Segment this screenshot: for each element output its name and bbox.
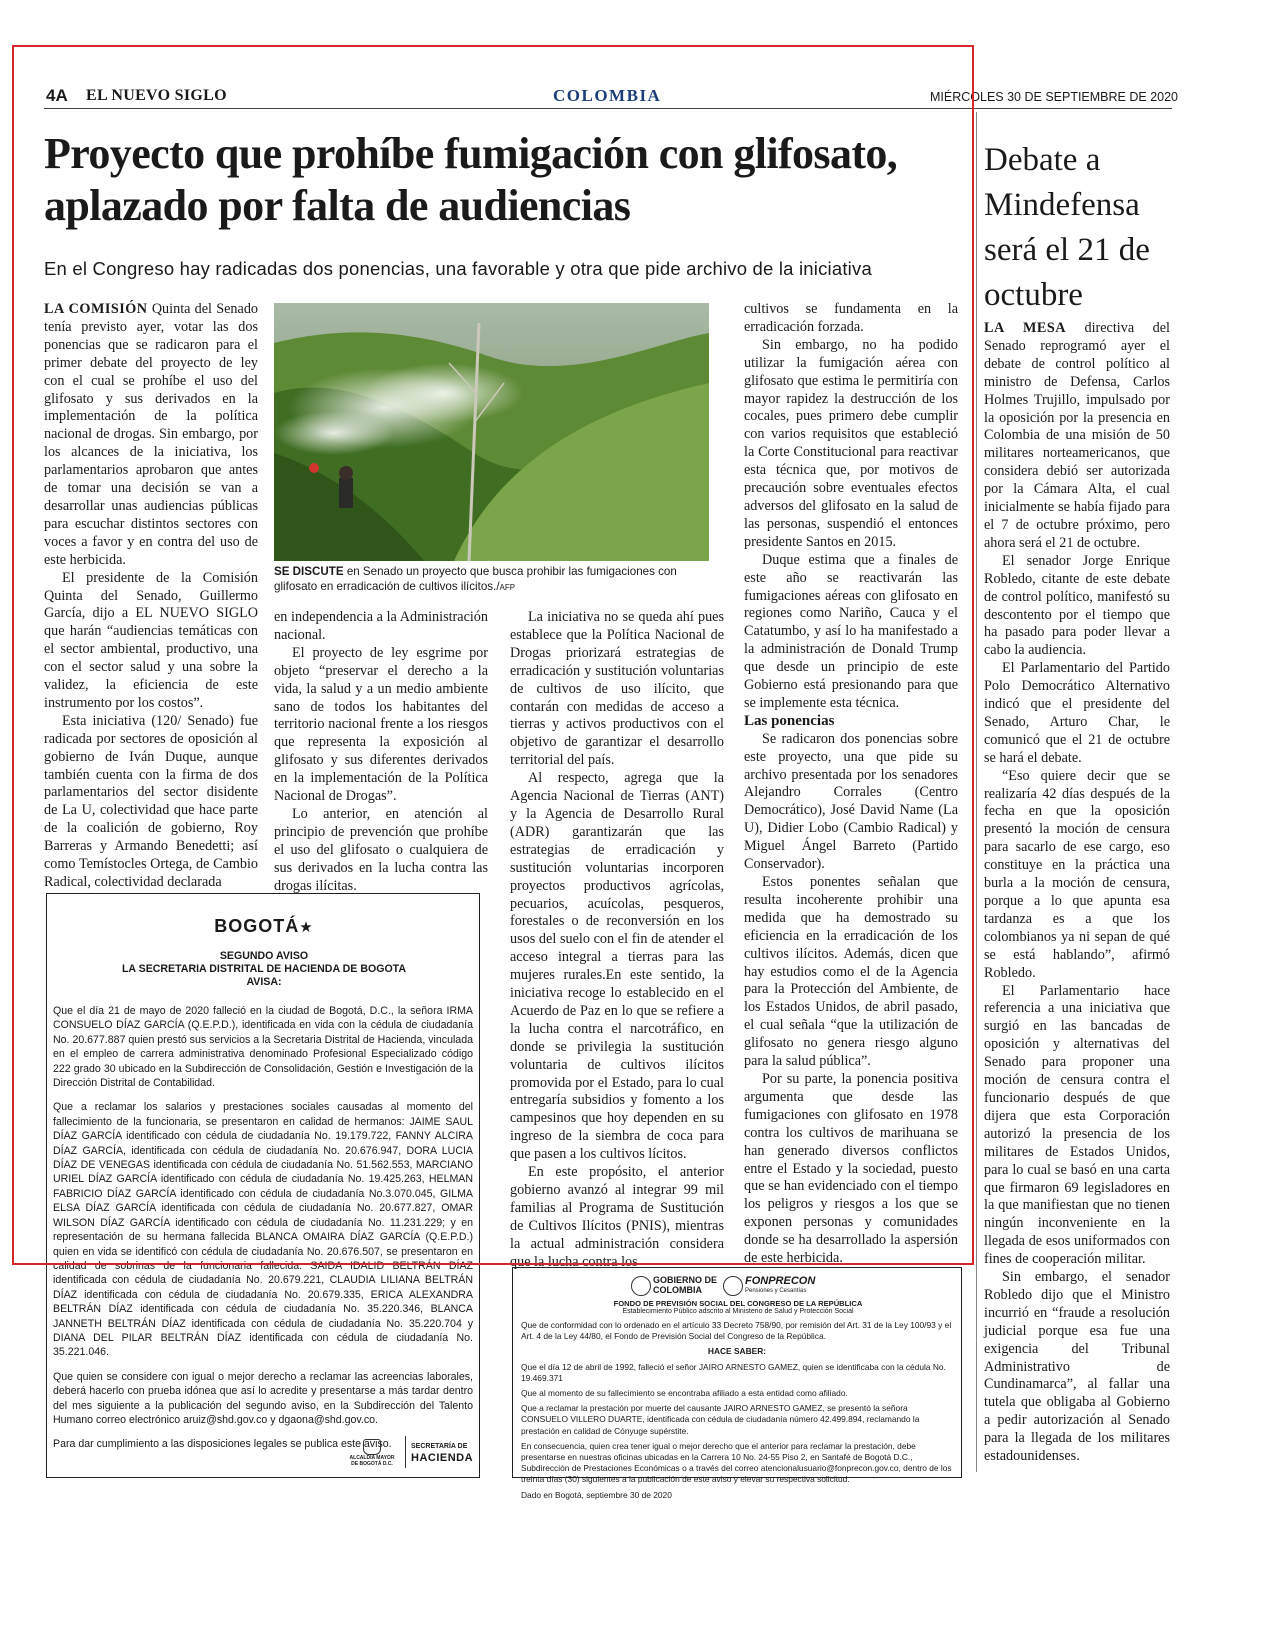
fonprecon-paragraph: Que a reclamar la prestación por muerte del causante JAIRO ARNESTO GAMEZ, se presentó la señora CONSUELO VILLERO DUARTE, identificada con cédula de ciudadanía número 42.499.894, reclamando la prestación en calidad de Cónyuge supérstite. [521, 1403, 920, 1436]
notice-paragraph: Para dar cumplimiento a las disposiciones legales se publica este aviso. [53, 1438, 392, 1451]
notice-paragraph: Que quien se considere con igual o mejor derecho a reclamar las acreencias laborales, deberá hacerlo con prueba idónea que así lo acredite y presentarse a más tardar dentro del mes siguiente a la publicación del segundo aviso, en la Subdirección del Talento Humano correo electrónico aruiz@shd.gov.co y dgaona@shd.gov.co. [53, 1370, 473, 1426]
emblem-icon [723, 1276, 743, 1296]
side-paragraph: El senador Jorge Enrique Robledo, citante de este debate de control político, manifestó su descontento por el tiempo que ha pasado para poder llevar a cabo la audiencia. [984, 552, 1170, 659]
article-paragraph: La iniciativa no se queda ahí pues establece que la Política Nacional de Drogas priorizará estrategias de erradicación y sustitución voluntarias de cultivos de uso ilícito, que contarán con medidas de acceso a tierras y activos productivos con el objetivo de garantizar el desarrollo territorial del país. [510, 609, 724, 769]
section-name: COLOMBIA [553, 86, 662, 105]
fumigation-photo [274, 303, 709, 561]
fonprecon-paragraph: En consecuencia, quien crea tener igual o mejor derecho que el anterior para reclamar la prestación, debe presentarse en nuestras oficinas ubicadas en la Carrera 10 No. 24-55 Piso 2, en Santafé de Bogotá D.C., Subdirección de Prestaciones Económicas o a través del correo atencionalusuario@fonprecon.gov.co, dentro de los treinta días (30) siguientes a la publicación de este aviso y elevar su respectiva solicitud. [521, 1440, 952, 1485]
fonprecon-paragraph: Que el día 12 de abril de 1992, falleció el señor JAIRO ARNESTO GAMEZ, quien se identificaba con la cédula No. 19.469.371 [521, 1361, 946, 1383]
notice-title-3: AVISA: [246, 976, 282, 988]
article-paragraph: Esta iniciativa (120/ Senado) fue radicada por sectores de oposición al gobierno de Iván Duque, aunque también cuenta con la firma de dos parlamentarios del sector disidente de La U, colectividad que hace parte de la coalición de gobierno, Roy Barreras y Armando Benedetti; así como Temístocles Ortega, de Cambio Radical, colectividad declarada [44, 712, 258, 890]
side-paragraph: “Eso quiere decir que se realizaría 42 días después de la fecha en que la oposición presentó la moción de censura para sacarlo de ese cargo, eso constituye en la práctica una burla a la moción de censura, porque a lo que apunta esa tardanza es a que los colombianos ya ni sepan de qué se está hablando”, afirmó Robledo. [984, 767, 1170, 981]
alcaldia-label: ALCALDÍA MAYOR DE BOGOTÁ D.C. [349, 1455, 395, 1467]
article-lead-word: LA COMISIÓN [44, 301, 148, 317]
colombia-shield-icon [631, 1276, 651, 1296]
side-lead-word: LA MESA [984, 320, 1066, 336]
footer-divider [405, 1436, 406, 1468]
article-paragraph: en independencia a la Administración nacional. [274, 609, 488, 643]
photo-caption-text: en Senado un proyecto que busca prohibir las fumigaciones con glifosato en erradicación de cultivos ilícitos./ [274, 565, 677, 593]
fonprecon-subtitle: Establecimiento Público adscrito al Ministerio de Salud y Protección Social [622, 1308, 854, 1315]
side-headline: Debate a Mindefensa será el 21 de octubre [984, 142, 1150, 313]
article-column-4 [744, 301, 958, 1268]
page-number: 4A [46, 86, 68, 105]
side-paragraph: Sin embargo, el senador Robledo dijo que el Ministro incurrió en “fraude a resolución judicial porque esa fue una exigencia del Tribunal Administrativo de Cundinamarca”, al fallar una tutela que obligaba al Gobierno a pedir autorización al Senado para la llegada de los militares estadounidenses. [984, 1269, 1170, 1465]
article-paragraph: Al respecto, agrega que la Agencia Nacional de Tierras (ANT) y la Agencia de Desarrollo Rural (ADR) garantizarán que las estrategias de erradicación y sustitución voluntarias incorporen proyectos productivos agrícolas, pecuarios, acuícolas, pesqueros, forestales o de reconversión en los usos del suelo con el fin de atender el acceso integral a tierras para las mujeres rurales.En este sentido, la iniciativa recoge lo establecido en el Acuerdo de Paz en lo que se refiere a la lucha contra el narcotráfico, en donde se privilegia la sustitución voluntaria de cultivos ilícitos promovida por el Estado, para lo cual entregaría subsidios y fomento a los campesinos que hoy dependen en su ingreso de la siembra de coca para que pasen a los cultivos lícitos. [510, 770, 724, 1163]
article-paragraph: Se radicaron dos ponencias sobre este proyecto, una que pide su archivo presentada por los senadores Alejandro Corrales (Centro Democrático), José David Name (La U), Didier Lobo (Cambio Radical) y Miguel Ángel Barreto (Partido Conservador). [744, 730, 958, 873]
coat-of-arms-icon [363, 1439, 381, 1455]
bogota-logo-text: BOGOTÁ [214, 916, 300, 936]
fonprecon-paragraph: Que de conformidad con lo ordenado en el artículo 33 Decreto 758/90, por remisión del Art. 31 de la Ley 100/93 y el Art. 4 de la Ley 44/80, el Fondo de Previsión Social del Congreso de la República. [521, 1320, 952, 1342]
header-rule [44, 108, 1172, 109]
article-paragraph: Por su parte, la ponencia positiva argumenta que desde las fumigaciones con glifosato en 1978 contra los cultivos de marihuana se han generado diversos conflictos entre el Estado y la sociedad, puesto que se han evidenciado con el tiempo los peligros y riesgos a los que se exponen personas y comunidades donde se ha desarrollado la aspersión de este herbicida. [744, 1070, 958, 1267]
photo-caption-lead: SE DISCUTE [274, 565, 344, 578]
main-headline: Proyecto que prohíbe fumigación con glifosato, aplazado por falta de audiencias [44, 129, 898, 230]
side-paragraph: El Parlamentario hace referencia a una iniciativa que surgió en las bancadas de oposición y alternativas del Senado para proponer una moción de censura contra el funcionario después de que dijera que esta Corporación autorizó la presencia de los militares de Estados Unidos, para lo cual se basó en una carta que firmaron 69 legisladores en la que manifiestan que no tienen ningún inconveniente en la llegada de esos uniformados con fines de cooperación militar. [984, 982, 1170, 1268]
notice-title-2: LA SECRETARIA DISTRITAL DE HACIENDA DE BOGOTA [121, 963, 407, 975]
fonprecon-body [521, 1320, 953, 1505]
article-paragraph: El presidente de la Comisión Quinta del Senado, Guillermo García, dijo a EL NUEVO SIGLO que harán “audiencias temáticas con el sector ambiental, productivo, una con el sector salud y una sobre la validez, la eficiencia de este instrumento por los costos”. [44, 569, 258, 711]
fonprecon-paragraph: Dado en Bogotá, septiembre 30 de 2020 [521, 1489, 672, 1500]
fonprecon-title: FONDO DE PREVISIÓN SOCIAL DEL CONGRESO DE LA REPÚBLICA [613, 1299, 863, 1308]
hacienda-label: HACIENDA [411, 1452, 474, 1464]
notice-paragraph: Que a reclamar los salarios y prestaciones sociales causadas al momento del fallecimiento de la funcionaria, se presentaron en calidad de hermanos: JAIME SAUL DÍAZ GARCÍA identificado con cédula de ciudadanía No. 19.179.722, FANNY ALCIRA DÍAZ GARCÍA, identificada con cédula de ciudadanía No. 20.676.947, DORA LUCIA DÍAZ DE VENEGAS identificada con cédula de ciudadanía No. 51.562.553, MARCIANO URIEL DÍAZ GARCÍA identificado con cédula de ciudadanía No. 19.425.263, HELMAN FABRICIO DÍAZ GARCÍA identificado con cédula de ciudadanía No.3.070.045, GILMA ELSA DÍAZ GARCÍA identificada con cédula de ciudadanía No. 20.677.827, OMAR WILSON DÍAZ GARCÍA identificado con cédula de ciudadanía No. 11.231.229; y en representación de su hermana fallecida BLANCA OMAIRA DÍAZ GARCÍA (Q.E.P.D.) quien en vida se identificó con cédula de ciudadanía No. 20.676.507, se presentaron en calidad de sobrinas de la funcionaria fallecida: SAIDA IDALID BELTRÁN DÍAZ identificada con cédula de ciudadanía No. 20.679.221, CLAUDIA LILIANA BELTRÁN DÍAZ identificada con cédula de ciudadanía No. 20.679.335, ERICA ALEXANDRA BELTRÁN DÍAZ identificada con cédula de ciudadanía No. 35.220.346, BLANCA JANNETH BELTRÁN DÍAZ identificada con cédula de ciudadanía No. 35.220.704 y DIANA DEL PILAR BELTRÁN DÍAZ identificada con cédula de ciudadanía No. 35.221.046. [53, 1101, 473, 1359]
side-article [984, 320, 1170, 1466]
gobierno-logo: GOBIERNO DE COLOMBIA [653, 1275, 718, 1295]
photo-caption [274, 564, 710, 595]
fonprecon-notice [512, 1267, 962, 1500]
article-paragraph: Lo anterior, en atención al principio de prevención que prohíbe el uso del glifosato o cualquiera de sus derivados en la lucha contra las drogas ilícitas. [274, 805, 488, 894]
notice-body [53, 1004, 473, 1462]
fonprecon-logo-sub: Pensiones y Cesantías [745, 1288, 807, 1294]
notice-title-1: SEGUNDO AVISO [219, 950, 309, 962]
article-paragraph: Estos ponentes señalan que resulta incoherente prohibir una medida que ha demostrado su eficiencia en la erradicación de los cultivos ilícitos. Además, dicen que hay estudios como el de la Agencia para la Protección del Ambiente, de los Estados Unidos, de abril pasado, el cual señala “que la utilización de glifosato no genera riesgo alguno para la salud pública”. [744, 874, 958, 1070]
fonprecon-paragraph: Que al momento de su fallecimiento se encontraba afiliado a esta entidad como afiliado. [521, 1388, 848, 1399]
article-paragraph: Quinta del Senado tenía previsto ayer, votar las dos ponencias que se radicaron para el primer debate del proyecto de ley con el cual se prohíbe el uso del glifosato y sus derivados en la implementación de la política nacional de drogas. Sin embargo, por los alcances de la iniciativa, los parlamentarios aprobaron que antes de tomar una decisión se van a desarrollar unas audiencias públicas para escuchar distintos sectores con voces a favor y en contra del uso de este herbicida. [44, 301, 259, 568]
column-divider [976, 112, 977, 1472]
issue-date: MIÉRCOLES 30 DE SEPTIEMBRE DE 2020 [930, 90, 1179, 104]
article-paragraph: Duque estima que a finales de este año se reactivarán las fumigaciones aéreas con glifosato en regiones como Nariño, Cauca y el Catatumbo, y así lo ha manifestado a la administración de Donald Trump que desde un principio de este Gobierno está presionando para que se implemente esta técnica. [744, 551, 958, 711]
article-paragraph: El proyecto de ley esgrime por objeto “preservar el derecho a la vida, la salud y a un medio ambiente sano de todos los habitantes del territorio nacional frente a los riesgos que representa la exposición al glifosato y sus diferentes derivados en la implementación de la Política Nacional de Drogas”. [274, 644, 488, 805]
article-column-2 [274, 609, 488, 896]
star-icon: ★ [299, 919, 314, 936]
side-paragraph: directiva del Senado reprogramó ayer el debate de control político al ministro de Defensa, Carlos Holmes Trujillo, impulsado por la oposición por la presencia en Colombia de una misión de 50 militares norteamericanos, que considera debió ser autorizada por la Cámara Alta, el cual inicialmente se había fijado para el 7 de octubre próximo, pero ahora será el 21 de octubre. [984, 320, 1170, 551]
fonprecon-hace-saber: HACE SABER: [707, 1346, 767, 1357]
article-column-1 [44, 301, 258, 892]
bogota-logo [47, 916, 481, 937]
notice-paragraph: Que el día 21 de mayo de 2020 falleció en la ciudad de Bogotá, D.C., la señora IRMA CONSUELO DÍAZ GARCÍA (Q.E.P.D.), identificada en vida con la cédula de ciudadanía No. 20.677.887 quien prestó sus servicios a la Secretaria Distrital de Hacienda, vinculada en el empleo de carrera administrativa denominado Profesional Especializado código 222 grado 30 ubicado en la Subdirección de Consolidación, Gestión e Investigación de la Dirección Distrital de Contabilidad. [53, 1005, 473, 1090]
fonprecon-logo: FONPRECON [745, 1275, 816, 1287]
secretaria-label: SECRETARÍA DE [411, 1443, 468, 1450]
article-paragraph: Sin embargo, no ha podido utilizar la fumigación aérea con glifosato que estima le permitiría con mayor rapidez la destrucción de los cocales, pues primero debe cumplir con varios requisitos que estableció la Corte Constitucional para reactivar esta técnica que, por motivos de precaución sobre eventuales efectos adversos del glifosato en la salud de las personas, suspendió el entonces presidente Santos en 2015. [744, 336, 958, 550]
main-subtitle: En el Congreso hay radicadas dos ponencias, una favorable y otra que pide archivo de la iniciativa [44, 258, 872, 279]
article-paragraph: En este propósito, el anterior gobierno avanzó al integrar 99 mil familias al Programa de Sustitución de Cultivos Ilícitos (PNIS), mientras la actual administración considera que la lucha contra los [510, 1164, 724, 1270]
side-paragraph: El Parlamentario del Partido Polo Democrático Alternativo indicó que el presidente del Senado, Arturo Char, le comunicó que el 21 de octubre se hará el debate. [984, 660, 1170, 766]
notice-titles [47, 950, 481, 989]
article-subheading: Las ponencias [744, 712, 835, 729]
hacienda-notice [46, 893, 480, 1478]
article-column-3 [510, 609, 724, 1272]
article-paragraph: cultivos se fundamenta en la erradicación forzada. [744, 301, 958, 335]
photo-credit: AFP [499, 583, 516, 592]
newspaper-name: EL NUEVO SIGLO [86, 87, 227, 104]
